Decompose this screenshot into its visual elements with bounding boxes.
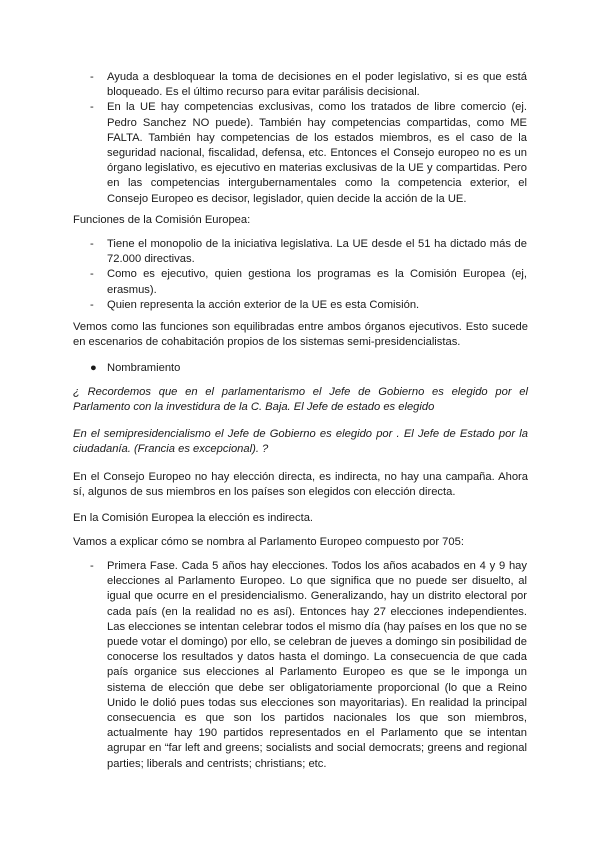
list-item: - Quien representa la acción exterior de la UE es esta Comisión. [90, 298, 527, 313]
section-heading-funciones: Funciones de la Comisión Europea: [73, 214, 251, 226]
list-item: - En la UE hay competencias exclusivas, como los tratados de libre comercio (ej. Pedro Sanchez NO puede). También hay competencias compartidas, como ME FALTA. También hay competencias de los estados miembros, es el caso de la seguridad nacional, fiscalidad, defensa, etc. Entonces el Consejo europeo no es un órgano legislativo, es ejecutivo en materias exclusivas de la UE y compartidas. Pero en las competencias intergubernamentales como la competencia exterior, el Consejo Europeo es decisor, legislador, quien decide la acción de la UE. [90, 100, 527, 206]
list-item: - Tiene el monopolio de la iniciativa legislativa. La UE desde el 51 ha dictado más de 72.000 directivas. [90, 237, 527, 267]
nombramiento-item [90, 361, 390, 376]
paragraph-equilibradas: Vemos como las funciones son equilibradas entre ambos órganos ejecutivos. Esto sucede en escenarios de cohabitación propios de los sistemas semi-presidencialistas. [73, 321, 528, 349]
parlamento-bullet-list [90, 559, 527, 772]
bullet-dot-icon: ● [90, 362, 97, 374]
funciones-bullet-list [90, 237, 527, 313]
list-item: - Primera Fase. Cada 5 años hay elecciones. Todos los años acabados en 4 y 9 hay elecciones al Parlamento Europeo. Lo que significa que no puede ser disuelto, al igual que ocurre en el presidencialismo. Generalizando, hay un distrito electoral por cada país (en la realidad no es así). Entonces hay 27 elecciones independientes. Las elecciones se intentan celebrar todos el mismo día (hay países en los que no se puede votar el domingo) por ello, se celebran de jueves a domingo sin posibilidad de conocerse los resultados y datos hasta el domingo. La consecuencia de que cada país organice sus elecciones al Parlamento Europeo es que se le imponga un sistema de elección que debe ser obligatoriamente proporcional (lo que a Reino Unido le dolió pues todas sus elecciones son mayoritarias). En realidad la principal consecuencia es que son los partidos nacionales los que son miembros, actualmente hay 190 partidos representados en el Parlamento que se intentan agrupar en “far left and greens; socialists and social democrats; greens and regional parties; liberals and centrists; christians; etc. [90, 559, 527, 772]
nombramiento-label: Nombramiento [107, 362, 181, 374]
list-item: - Ayuda a desbloquear la toma de decisiones en el poder legislativo, si es que está bloqueado. Es el último recurso para evitar parálisis decisional. [90, 70, 527, 100]
list-item: - Como es ejecutivo, quien gestiona los programas es la Comisión Europea (ej, erasmus). [90, 267, 527, 297]
top-bullet-list [90, 70, 527, 207]
paragraph-comision: En la Comisión Europea la elección es indirecta. [73, 512, 314, 524]
paragraph-consejo: En el Consejo Europeo no hay elección directa, es indirecta, no hay una campaña. Ahora sí, algunos de sus miembros en los países son elegidos con elección directa. [73, 471, 528, 499]
paragraph-parlamento: Vamos a explicar cómo se nombra al Parlamento Europeo compuesto por 705: [73, 536, 464, 548]
italic-note-semipresidencialismo: En el semipresidencialismo el Jefe de Gobierno es elegido por . El Jefe de Estado por la ciudadanía. (Francia es excepcional). ? [73, 428, 528, 456]
italic-note-parlamentarismo: ¿ Recordemos que en el parlamentarismo el Jefe de Gobierno es elegido por el Parlamento con la investidura de la C. Baja. El Jefe de estado es elegido [73, 386, 528, 414]
